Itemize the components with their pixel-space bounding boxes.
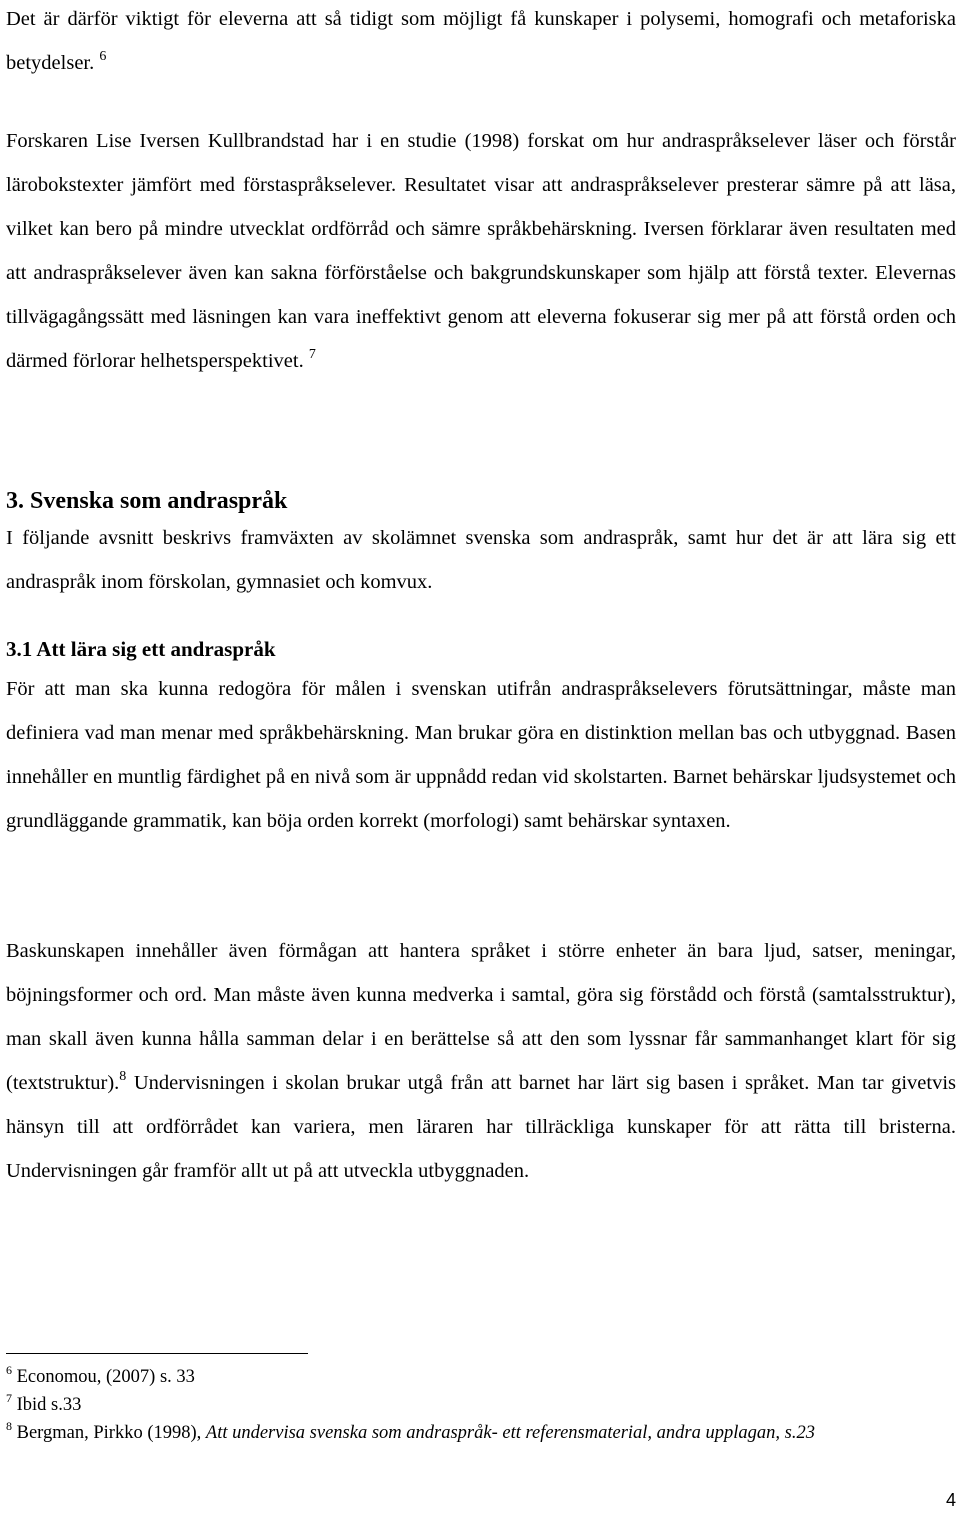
footnote-7 <box>6 1391 82 1416</box>
paragraph-intro-text: Det är därför viktigt för eleverna att så tidigt som möjligt få kunskaper i polysemi, homografi och metaforiska betydelser. <box>6 8 956 74</box>
footnote-ref-8[interactable]: 8 <box>119 1069 127 1084</box>
paragraph-intro <box>6 0 956 85</box>
paragraph-section-intro: I följande avsnitt beskrivs framväxten av skolämnet svenska som andraspråk, samt hur det är att lära sig ett andraspråk inom förskolan, gymnasiet och komvux. <box>6 527 956 593</box>
footnote-book-title: Att undervisa svenska som andraspråk- ett referensmaterial, andra upplagan, s.23 <box>205 1423 815 1443</box>
section-heading-3: 3. Svenska som andraspråk <box>6 488 288 514</box>
paragraph-bas-utbyggnad: För att man ska kunna redogöra för målen i svenskan utifrån andraspråkselevers förutsättningar, måste man definiera vad man menar med språkbehärskning. Man brukar göra en distinktion mellan bas och utbyggnad. Basen innehåller en muntlig färdighet på en nivå som är uppnådd redan vid skolstarten. Barnet behärskar ljudsystemet och grundläggande grammatik, kan böja orden korrekt (morfologi) samt behärskar syntaxen. <box>6 678 956 832</box>
section-heading-3-1: 3.1 Att lära sig ett andraspråk <box>6 637 276 661</box>
paragraph-iversen-text: Forskaren Lise Iversen Kullbrandstad har i en studie (1998) forskat om hur andraspråkselever läser och förstår lärobokstexter jämfört med förstaspråkselever. Resultatet visar att andraspråkselever presterar sämre på att läsa, vilket kan bero på mindre utvecklat ordförråd och sämre språkbehärskning. Iversen förklarar även resultaten med att andraspråkselever även kan sakna förförståelse och bakgrundskunskaper som hjälp att förstå texter. Elevernas tillvägagångssätt med läsningen kan vara ineffektivt genom att eleverna fokuserar sig mer på att förstå orden och därmed förlorar helhetsperspektivet. <box>6 130 956 372</box>
paragraph-iversen <box>6 119 956 383</box>
footnote-text: Ibid s.33 <box>16 1395 82 1415</box>
footnote-number: 7 <box>6 1391 12 1405</box>
footnote-separator <box>6 1353 308 1354</box>
page-number: 4 <box>945 1490 956 1510</box>
footnote-ref-6[interactable]: 6 <box>99 49 107 64</box>
footnote-number: 8 <box>6 1419 12 1433</box>
paragraph-baskunskap-text-a: Baskunskapen innehåller även förmågan att hantera språket i större enheter än bara ljud, satser, meningar, böjningsformer och ord. Man måste även kunna medverka i samtal, göra sig förstådd och förstå (samtalsstruktur), man skall även kunna hålla samman delar i en berättelse så att den som lyssnar får sammanhanget klart för sig (textstruktur). <box>6 940 956 1094</box>
footnote-number: 6 <box>6 1363 12 1377</box>
paragraph-baskunskap <box>6 929 956 1193</box>
footnote-ref-7[interactable]: 7 <box>308 347 316 362</box>
footnote-text: Economou, (2007) s. 33 <box>16 1367 195 1387</box>
footnote-8 <box>6 1419 815 1444</box>
paragraph-baskunskap-text-b: Undervisningen i skolan brukar utgå från att barnet har lärt sig basen i språket. Man tar givetvis hänsyn till att ordförrådet kan variera, men läraren har tillräckliga kunskaper för att rätta till bristerna. Undervisningen går framför allt ut på att utveckla utbyggnaden. <box>6 1072 957 1182</box>
footnote-6 <box>6 1363 195 1388</box>
footnote-text: Bergman, Pirkko (1998), <box>16 1423 206 1443</box>
